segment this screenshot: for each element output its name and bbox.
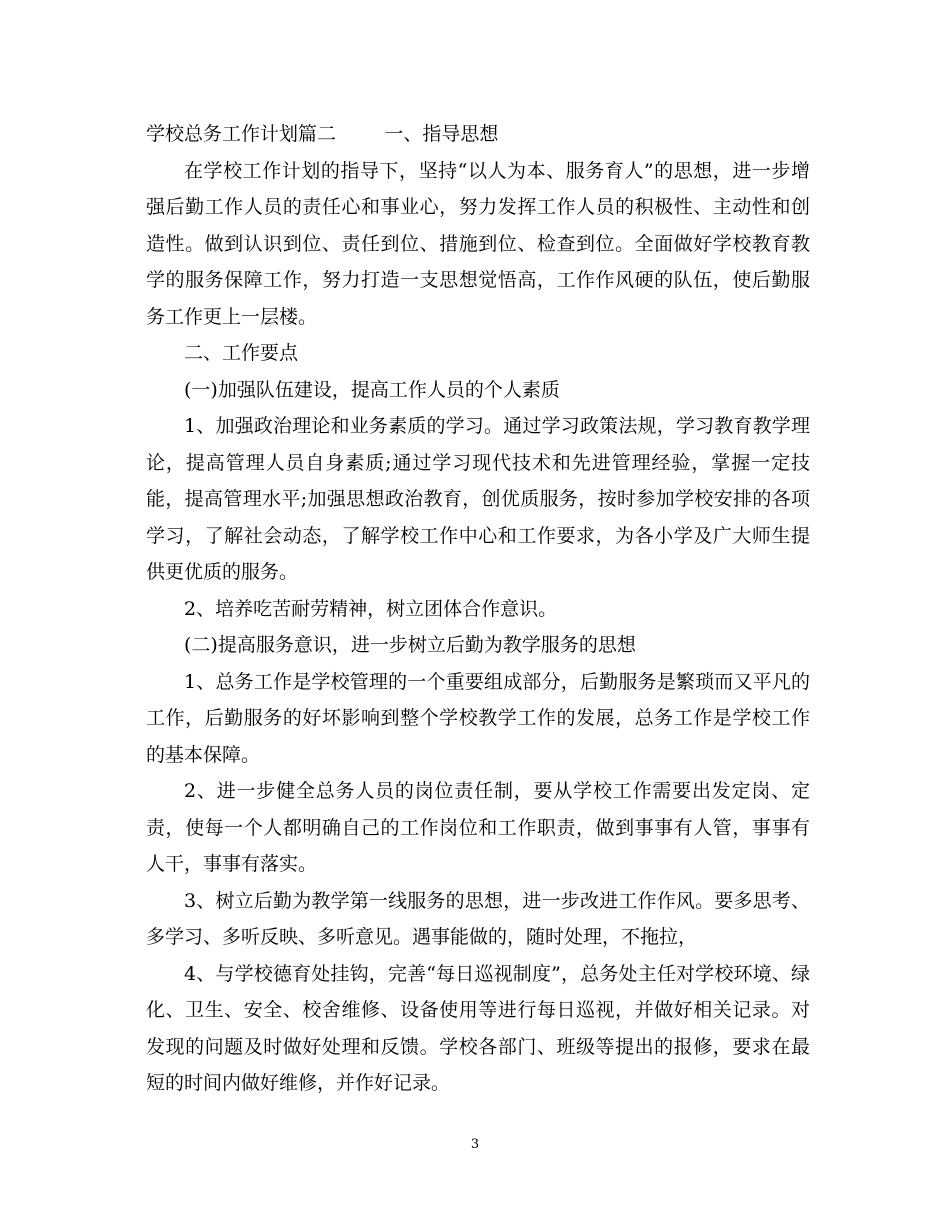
paragraph-item-2-responsibility: 2、进一步健全总务人员的岗位责任制，要从学校工作需要出发定岗、定责，使每一个人都明确自己的工作岗位和工作职责，做到事事有人管，事事有人干，事事有落实。 <box>146 780 810 875</box>
page-number: 3 <box>470 1137 480 1152</box>
paragraph-guiding-thought: 在学校工作计划的指导下，坚持“以人为本、服务育人”的思想，进一步增强后勤工作人员的责任心和事业心，努力发挥工作人员的积极性、主动性和创造性。做到认识到位、责任到位、措施到位、检查到位。全面做好学校教育教学的服务保障工作，努力打造一支思想觉悟高，工作作风硬的队伍，使后勤服务工作更上一层楼。 <box>146 159 810 328</box>
title-line <box>146 116 810 153</box>
section-heading-guiding-thought: 一、指导思想 <box>384 123 499 145</box>
paragraph-item-3-work-style: 3、树立后勤为教学第一线服务的思想，进一步改进工作作风。要多思考、多学习、多听反映、多听意见。遇事能做的，随时处理，不拖拉， <box>146 889 810 948</box>
paragraph-item-1-study: 1、加强政治理论和业务素质的学习。通过学习政策法规，学习教育教学理论，提高管理人员自身素质;通过学习现代技术和先进管理经验，掌握一定技能，提高管理水平;加强思想政治教育，创优质服务，按时参加学校安排的各项学习，了解社会动态，了解学校工作中心和工作要求，为各小学及广大师生提供更优质的服务。 <box>146 415 810 583</box>
paragraph-item-4-daily-inspection: 4、与学校德育处挂钩，完善“每日巡视制度”，总务处主任对学校环境、绿化、卫生、安全、校舍维修、设备使用等进行每日巡视，并做好相关记录。对发现的问题及时做好处理和反馈。学校各部门、班级等提出的报修，要求在最短的时间内做好维修，并作好记录。 <box>146 962 810 1094</box>
subheading-service-awareness: (二)提高服务意识，进一步树立后勤为教学服务的思想 <box>184 634 636 656</box>
document-title: 学校总务工作计划篇二 <box>146 123 337 145</box>
paragraph-item-1-general-affairs: 1、总务工作是学校管理的一个重要组成部分，后勤服务是繁琐而又平凡的工作，后勤服务的好坏影响到整个学校教学工作的发展，总务工作是学校工作的基本保障。 <box>146 670 810 766</box>
paragraph-item-2-teamwork: 2、培养吃苦耐劳精神，树立团体合作意识。 <box>184 597 558 620</box>
document-body <box>146 116 810 1102</box>
section-heading-work-points: 二、工作要点 <box>184 342 299 364</box>
subheading-team-building: (一)加强队伍建设，提高工作人员的个人素质 <box>184 378 560 401</box>
